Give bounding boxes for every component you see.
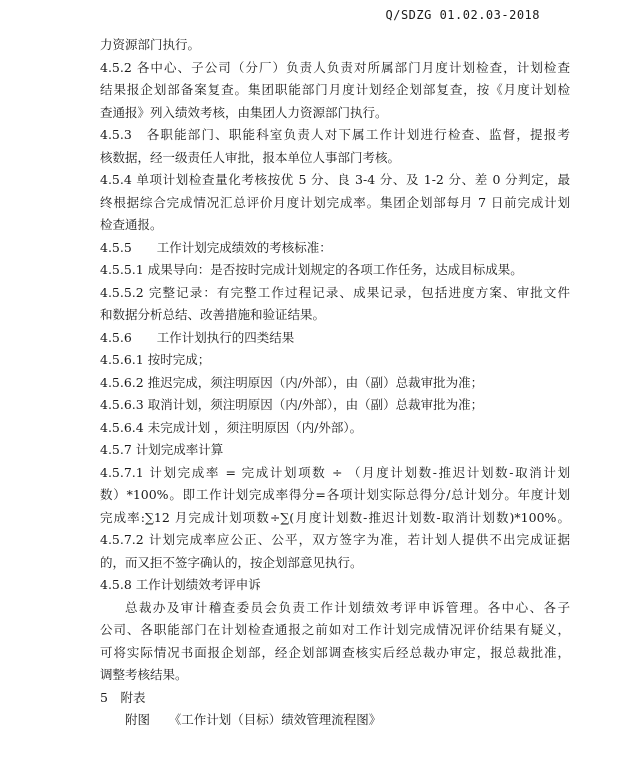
text-line: 4.5.6.1 按时完成； <box>100 352 211 367</box>
text-line: 的，而又拒不签字确认的，按企划部意见执行。 <box>100 554 363 570</box>
text-line: 4.5.6 工作计划执行的四类结果 <box>100 329 295 345</box>
text-line: 4.5.6.3 取消计划，须注明原因（内/外部），由（副）总裁审批为准； <box>100 397 484 412</box>
text-line: 调整考核结果。 <box>100 667 188 682</box>
text-line: 5 附表 <box>100 689 146 705</box>
text-line: 4.5.7.1 计划完成率 = 完成计划项数 ÷ （月度计划数-推迟计划数-取消计划 <box>100 464 570 480</box>
document-body <box>100 34 570 732</box>
text-line: 完成率:∑12 月完成计划项数÷∑(月度计划数-推迟计划数-取消计划数)*100%。 <box>100 509 570 525</box>
text-line: 力资源部门执行。 <box>100 37 201 52</box>
text-line: 4.5.7 计划完成率计算 <box>100 442 224 457</box>
text-line: 查通报》列入绩效考核，由集团人力资源部门执行。 <box>100 104 388 120</box>
document-code: Q/SDZG 01.02.03-2018 <box>385 8 540 22</box>
text-line: 4.5.3 各职能部门、职能科室负责人对下属工作计划进行检查、监督，提报考 <box>100 127 570 142</box>
text-line: 和数据分析总结、改善措施和验证结果。 <box>100 307 326 322</box>
text-line: 4.5.2 各中心、子公司（分厂）负责人负责对所属部门月度计划检查，计划检查 <box>100 59 570 75</box>
text-line: 4.5.5.2 完整记录：有完整工作过程记录、成果记录，包括进度方案、审批文件 <box>100 284 570 300</box>
text-line: 4.5.5.1 成果导向：是否按时完成计划规定的各项工作任务，达成目标成果。 <box>100 262 523 277</box>
text-line: 4.5.5 工作计划完成绩效的考核标准： <box>100 239 332 255</box>
text-line: 4.5.6.4 未完成计划 ，须注明原因（内/外部）。 <box>100 419 363 435</box>
text-line: 公司、各职能部门在计划检查通报之前如对工作计划完成情况评价结果有疑义， <box>100 622 570 637</box>
text-line: 4.5.6.2 推迟完成，须注明原因（内/外部），由（副）总裁审批为准； <box>100 374 484 390</box>
text-line: 检查通报。 <box>100 217 163 232</box>
text-line: 核数据，经一级责任人审批，报本单位人事部门考核。 <box>100 149 401 165</box>
text-line: 4.5.4 单项计划检查量化考核按优 5 分、良 3-4 分、及 1-2 分、差 0 分判定，最 <box>100 172 570 187</box>
text-line: 附图 《工作计划（目标）绩效管理流程图》 <box>125 712 382 727</box>
text-line: 4.5.8 工作计划绩效考评申诉 <box>100 577 261 592</box>
text-line: 数）*100%。即工作计划完成率得分=各项计划实际总得分/总计划分。年度计划 <box>100 487 570 502</box>
text-line: 终根据综合完成情况汇总评价月度计划完成率。集团企划部每月 7 日前完成计划 <box>100 194 570 210</box>
text-line: 可将实际情况书面报企划部，经企划部调查核实后经总裁办审定，报总裁批准， <box>100 644 570 660</box>
text-line: 4.5.7.2 计划完成率应公正、公平，双方签字为准，若计划人提供不出完成证据 <box>100 532 570 547</box>
text-line: 总裁办及审计稽查委员会负责工作计划绩效考评申诉管理。各中心、各子 <box>125 599 570 615</box>
text-line: 结果报企划部备案复查。集团职能部门月度计划经企划部复查，按《月度计划检 <box>100 82 570 97</box>
